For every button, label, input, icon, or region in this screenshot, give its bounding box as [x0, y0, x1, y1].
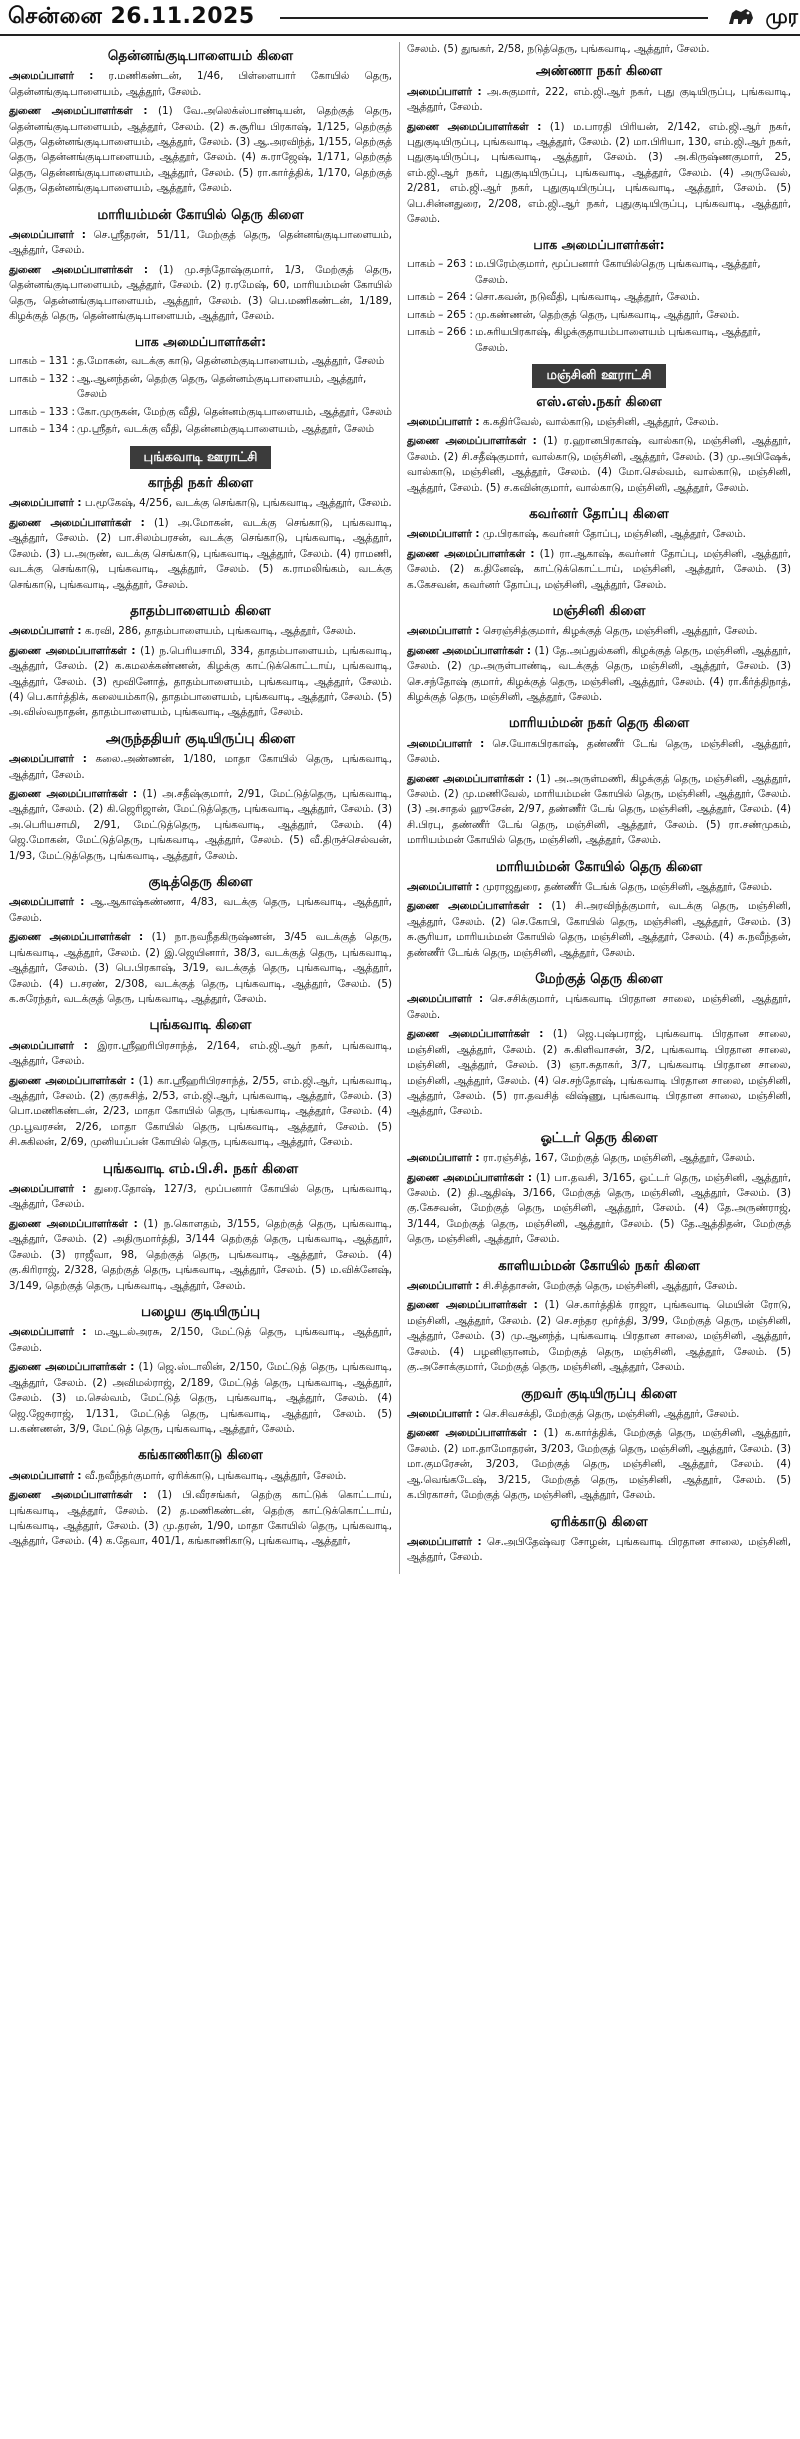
entry-label: அமைப்பாளர் :	[407, 737, 485, 750]
deputy-organizers-entry	[407, 1171, 791, 1248]
entry-label: அமைப்பாளர் :	[407, 1280, 480, 1292]
entry-text: செ.சசிக்குமார், புங்கவாடி பிரதான சாலை, மஞ்சினி, ஆத்தூர், சேலம்.	[407, 993, 791, 1021]
deputy-organizers-entry	[9, 1488, 392, 1550]
booth-row	[407, 308, 791, 323]
branch-title: அருந்ததியர் குடியிருப்பு கிளை	[105, 730, 296, 747]
branch-section	[9, 1159, 392, 1294]
branch-section	[407, 969, 791, 1120]
entry-label: துணை அமைப்பாளர்கள் :	[9, 1361, 135, 1374]
entry-label: அமைப்பாளர் :	[407, 993, 484, 1006]
article-columns	[2, 42, 798, 1574]
branch-section	[407, 1128, 791, 1248]
entry-label: துணை அமைப்பாளர்கள் :	[9, 931, 144, 944]
entry-label: அமைப்பாளர் :	[407, 1407, 480, 1420]
deputy-organizers-entry	[407, 899, 791, 961]
deputy-organizers-entry	[9, 1217, 392, 1294]
masthead	[0, 0, 800, 36]
entry-text: சி.சித்தாசன், மேற்குத் தெரு, மஞ்சினி, ஆத்தூர், சேலம்.	[479, 1280, 738, 1292]
branch-title: தென்னங்குடிபாளையம் கிளை	[107, 48, 294, 64]
entry-label: அமைப்பாளர் :	[9, 753, 87, 766]
organizer-entry	[9, 1039, 392, 1070]
entry-text: இரா.ஸ்ரீஹரிபிரசாந்த், 2/164, எம்.ஜி.ஆர் நகர், புங்கவாடி, ஆத்தூர், சேலம்.	[9, 1039, 392, 1068]
entry-text: ர.மணிகண்டன், 1/46, பிள்ளையார் கோயில் தெரு, தென்னங்குடிபாளையம், ஆத்தூர், சேலம்.	[9, 70, 392, 98]
entry-text: ஆ.ஆகாஷ்கண்ணா, 4/83, வடக்கு தெரு, புங்கவாடி, ஆத்தூர், சேலம்.	[9, 896, 392, 924]
branch-title: கங்காணிகாடு கிளை	[138, 1447, 263, 1464]
entry-text: செ.சிவசக்தி, மேற்குத் தெரு, மஞ்சினி, ஆத்தூர், சேலம்.	[479, 1407, 740, 1420]
deputy-organizers-entry	[9, 1074, 392, 1151]
entry-label: அமைப்பாளர் :	[9, 625, 82, 638]
organizer-entry	[9, 496, 392, 511]
booth-label: பாகம் – 133 :	[9, 405, 76, 418]
masthead-emblem-icon	[726, 4, 756, 28]
deputy-organizers-entry	[407, 434, 791, 496]
deputy-organizers-entry	[9, 263, 392, 325]
entry-text: (1) பி.வீரசங்கர், தெற்கு காட்டுக் கொட்டாய், புங்கவாடி, ஆத்தூர், சேலம். (2) த.மணிகண்டன், தெற்கு காட்டுக்கொட்டாய், புங்கவாடி, ஆத்தூர், சேலம். (3) மு.தரன், 1/90, மாதா கோயில் தெரு, புங்கவாடி, ஆத்தூர், சேலம். (4) க.தேவா, 401/1, கங்காணிகாடு, புங்கவாடி, ஆத்தூர்,	[9, 1489, 392, 1548]
entry-text: க.கதிர்வேல், வால்காடு, மஞ்சினி, ஆத்தூர், சேலம்.	[479, 415, 719, 428]
entry-label: அமைப்பாளர் :	[407, 1152, 480, 1165]
booth-label: பாகம் – 132 :	[9, 372, 76, 385]
masthead-brand: முர	[765, 4, 798, 28]
booth-text: மு.கண்ணன், தெற்குத் தெரு, புங்கவாடி, ஆத்தூர், சேலம்.	[475, 308, 740, 321]
branch-section	[407, 1512, 791, 1566]
entry-label: அமைப்பாளர் :	[9, 229, 86, 241]
branch-title: மஞ்சினி கிளை	[552, 602, 646, 619]
organizer-entry	[9, 1182, 392, 1213]
entry-text: (1) ர.ஹானபிரகாஷ், வால்காடு, மஞ்சினி, ஆத்தூர், சேலம். (2) சி.சதீஷ்குமார், வால்காடு, மஞ்சினி, ஆத்தூர், சேலம். (3) மு.அபிஷேக், வால்காடு, மஞ்சினி, ஆத்தூர், சேலம். (4) மோ.செல்வம், வால்காடு, மஞ்சினி, ஆத்தூர், சேலம். (5) ச.கவின்குமார், வால்காடு, மஞ்சினி, ஆத்தூர், சேலம்.	[407, 435, 791, 494]
booth-row	[9, 422, 392, 437]
entry-text: ரா.ரஞ்சித், 167, மேற்குத் தெரு, மஞ்சினி, ஆத்தூர், சேலம்.	[479, 1152, 756, 1165]
branch-section	[407, 1256, 791, 1376]
branch-section	[9, 1302, 392, 1437]
deputy-organizers-entry	[9, 516, 392, 593]
organizer-entry	[407, 1279, 791, 1294]
entry-text: (1) மு.சந்தோஷ்குமார், 1/3, மேற்குத் தெரு, தென்னங்குடிபாளையம், ஆத்தூர், சேலம். (2) ர.ரமேஷ், 60, மாரியம்மன் கோயில் தெரு, தென்னங்குடிபாளையம், ஆத்தூர், சேலம். (3) பெ.மணிகண்டன், 1/189, கிழக்குத் தெரு, தென்னங்குடிபாளையம், ஆத்தூர், சேலம்.	[9, 263, 392, 323]
entry-label: துணை அமைப்பாளர்கள் :	[407, 1299, 538, 1312]
entry-label: அமைப்பாளர் :	[9, 1326, 87, 1339]
branch-section	[407, 504, 791, 593]
branch-section	[9, 601, 392, 721]
deputy-organizers-entry	[407, 772, 791, 849]
booth-label: பாகம் – 134 :	[9, 423, 76, 436]
booth-text: ஆ.ஆனந்தன், தெற்கு தெரு, தென்னம்குடிபாளையம், ஆத்தூர், சேலம்	[77, 372, 367, 401]
branch-title: பழைய குடியிருப்பு	[140, 1304, 261, 1321]
entry-label: அமைப்பாளர் :	[407, 625, 480, 638]
entry-text: (1) நா.நவநீதகிருஷ்ணன், 3/45 வடக்குத் தெரு, புங்கவாடி, ஆத்தூர், சேலம். (2) இ.ஜெயினார், 38/3, வடக்குத் தெரு, புங்கவாடி, ஆத்தூர், சேலம். (3) பெ.பிரகாஷ், 3/19, வடக்குத் தெரு, புங்கவாடி, ஆத்தூர், சேலம். (4) ப.சரண், 2/308, வடக்குத் தெரு, புங்கவாடி, ஆத்தூர், சேலம். (5) க.சுரேந்தர், வடக்குத் தெரு, புங்கவாடி, ஆத்தூர், சேலம்.	[9, 931, 392, 1005]
entry-text: (1) கா.ஸ்ரீஹரிபிரசாந்த், 2/55, எம்.ஜி.ஆர், புங்கவாடி, ஆத்தூர், சேலம். (2) குரசுசித், 2/53, எம்.ஜி.ஆர், புங்கவாடி, ஆத்தூர், சேலம். (3) பொ.மணிகண்டன், 2/23, மாதா கோயில் தெரு, புங்கவாடி, ஆத்தூர், சேலம். (4) மு.பூவரசன், 2/26, மாதா கோயில் தெரு, புங்கவாடி, ஆத்தூர், சேலம். (5) சி.சுகிலன், 2/69, முனியப்பன் கோயில் தெரு, புங்கவாடி, ஆத்தூர், சேலம்.	[9, 1074, 393, 1149]
entry-text: (1) ம.பாரதி பிரியன், 2/142, எம்.ஜி.ஆர் நகர், புதுகுடியிருப்பு, புங்கவாடி, ஆத்தூர், சேலம். (2) மா.பிரியா, 130, எம்.ஜி.ஆர் நகர், புதுகுடியிருப்பு, புங்கவாடி, ஆத்தூர், சேலம். (3) அ.கிருஷ்ணகுமார், 25, எம்.ஜி.ஆர் நகர், புதுகுடியிருப்பு, புங்கவாடி, ஆத்தூர், சேலம். (4) அருவேல், 2/281, எம்.ஜி.ஆர் நகர், புதுகுடியிருப்பு, புங்கவாடி, ஆத்தூர், சேலம். (5) பெ.சின்னதுரை, 2/208, எம்.ஜி.ஆர் நகர், புதுகுடியிருப்பு, புங்கவாடி, ஆத்தூர், சேலம்.	[407, 120, 791, 226]
branch-title: குடித்தெரு கிளை	[148, 874, 253, 891]
branch-title: கவர்னர் தோப்பு கிளை	[529, 505, 669, 522]
deputy-organizers-entry	[9, 644, 392, 721]
organizer-entry	[407, 1535, 791, 1566]
entry-label: துணை அமைப்பாளர்கள் :	[407, 547, 535, 560]
booth-organizers-title: பாக அமைப்பாளர்கள்:	[533, 236, 665, 252]
deputy-organizers-entry	[9, 930, 392, 1007]
booth-text: சொ.கவன், நடுவீதி, புங்கவாடி, ஆத்தூர், சேலம்.	[475, 291, 700, 304]
booth-organizers-section	[407, 236, 791, 356]
entry-text: (1) பா.தவசி, 3/165, ஓட்டர் தெரு, மஞ்சினி, ஆத்தூர், சேலம். (2) தி.ஆதிஷ், 3/166, மேற்குத் தெரு, மஞ்சினி, ஆத்தூர், சேலம். (3) கு.கேசவன், மேற்குத் தெரு, மஞ்சினி, ஆத்தூர், சேலம். (4) தே.அருண்ராஜ், 3/144, மேற்குத் தெரு, மஞ்சினி, ஆத்தூர், சேலம். (5) தே.ஆத்திதன், மேற்குத் தெரு, மஞ்சினி, ஆத்தூர், சேலம்.	[407, 1171, 791, 1246]
organizer-entry	[407, 415, 791, 430]
deputy-organizers-entry	[407, 1426, 791, 1503]
booth-label: பாகம் – 265 :	[407, 308, 474, 321]
entry-label: துணை அமைப்பாளர்கள் :	[9, 516, 145, 529]
entry-text: செ.ஸ்ரீதரன், 51/11, மேற்குத் தெரு, தென்னங்குடிபாளையம், ஆத்தூர், சேலம்.	[9, 229, 392, 257]
entry-label: அமைப்பாளர் :	[407, 85, 482, 98]
entry-text: முராஜதுரை, தண்ணீர் டேங்க் தெரு, மஞ்சினி, ஆத்தூர், சேலம்.	[479, 880, 773, 893]
entry-label: துணை அமைப்பாளர்கள் :	[407, 1427, 538, 1440]
entry-text: க.ரவி, 286, தாதம்பாளையம், புங்கவாடி, ஆத்தூர், சேலம்.	[81, 625, 357, 638]
organizer-entry	[407, 1407, 791, 1422]
deputy-organizers-entry	[407, 1298, 791, 1375]
deputy-organizers-entry	[9, 787, 392, 864]
entry-text: செரஞ்சித்குமார், கிழக்குத் தெரு, மஞ்சினி, ஆத்தூர், சேலம்.	[479, 625, 758, 638]
entry-label: துணை அமைப்பாளர்கள் :	[9, 787, 137, 800]
booth-row	[407, 325, 791, 356]
branch-title: மாரியம்மன் கோயில் தெரு கிளை	[495, 858, 703, 875]
panchayat-title: மஞ்சினி ஊராட்சி	[532, 364, 665, 388]
organizer-entry	[407, 1151, 791, 1166]
booth-text: ம.பிரேம்குமார், மூப்பனார் கோயில்தெரு புங்கவாடி, ஆத்தூர், சேலம்.	[475, 258, 761, 286]
booth-label: பாகம் – 264 :	[407, 291, 474, 304]
organizer-entry	[9, 1325, 392, 1356]
deputy-organizers-entry	[407, 120, 791, 228]
entry-text: (1) அ.மோகன், வடக்கு செங்காடு, புங்கவாடி, ஆத்தூர், சேலம். (2) பா.சிலம்பரசன், வடக்கு செங்காடு, புங்கவாடி, ஆத்தூர், சேலம். (3) ப.அருண், வடக்கு செங்காடு, புங்கவாடி, ஆத்தூர், சேலம். (4) ராமணி, வடக்கு செங்காடு, புங்கவாடி, ஆத்தூர், சேலம். (5) க.ராமலிங்கம், வடக்கு செங்காடு, புங்கவாடி, ஆத்தூர், சேலம்.	[9, 516, 392, 591]
entry-text: (1) ஜெ.புஷ்பராஜ், புங்கவாடி பிரதான சாலை, மஞ்சினி, ஆத்தூர், சேலம். (2) சு.கிளிவாசன், 3/2, புங்கவாடி பிரதான சாலை, மஞ்சினி, ஆத்தூர், சேலம். (3) ஞா.சுதாகர், 3/7, புங்கவாடி பிரதான சாலை, மஞ்சினி, ஆத்தூர், சேலம். (4) செ.சந்தோஷ், புங்கவாடி பிரதான சாலை, மஞ்சினி, ஆத்தூர், சேலம். (5) ரா.தவசித் விஷ்ணு, புங்கவாடி பிரதான சாலை, மஞ்சினி, ஆத்தூர், சேலம்.	[407, 1028, 791, 1118]
entry-text: (1) ந.கொளதம், 3/155, தெற்குத் தெரு, புங்கவாடி, ஆத்தூர், சேலம். (2) அதிருமார்த்தி, 3/144 தெற்குத் தெரு, புங்கவாடி, ஆத்தூர், சேலம். (3) ராஜீவா, 98, தெற்குத் தெரு, புங்கவாடி, ஆத்தூர், சேலம். (4) கு.கிரிராஜ், 2/328, தெற்குத் தெரு, புங்கவாடி, ஆத்தூர், சேலம். (5) ம.விக்னேஷ், 3/149, தெற்குத் தெரு, புங்கவாடி, ஆத்தூர், சேலம்.	[9, 1217, 392, 1292]
branch-section	[9, 1015, 392, 1150]
entry-text: ப.மூகேஷ், 4/256, வடக்கு செங்காடு, புங்கவாடி, ஆத்தூர், சேலம்.	[81, 497, 392, 510]
entry-label: துணை அமைப்பாளர்கள் :	[9, 1217, 138, 1230]
branch-title: காளியம்மன் கோயில் நகர் கிளை	[498, 1257, 700, 1274]
booth-row	[9, 372, 392, 403]
entry-label: துணை அமைப்பாளர்கள் :	[9, 644, 136, 657]
organizer-entry	[9, 1469, 392, 1484]
branch-section	[407, 392, 791, 496]
branch-title: அண்ணா நகர் கிளை	[535, 63, 663, 80]
entry-text: (1) க.கார்த்திக், மேற்குத் தெரு, மஞ்சினி, ஆத்தூர், சேலம். (2) மா.தாமோதரன், 3/203, மேற்குத் தெரு, மஞ்சினி, ஆத்தூர், சேலம். (3) மா.குமரேசன், 3/203, மேற்குத் தெரு, மஞ்சினி, ஆத்தூர், சேலம். (4) ஆ.வெங்கடேஷ், 3/215, மேற்குத் தெரு, மஞ்சினி, ஆத்தூர், சேலம். (5) க.பிரகாசர், மேற்குத் தெரு, மஞ்சினி, ஆத்தூர், சேலம்.	[407, 1427, 791, 1502]
branch-section	[9, 205, 392, 325]
right-column	[400, 42, 798, 1574]
deputy-organizers-entry	[407, 1027, 791, 1120]
entry-label: துணை அமைப்பாளர்கள் :	[9, 1489, 148, 1502]
entry-text: வீ.நவீந்தர்குமார், ஏரிக்காடு, புங்கவாடி, ஆத்தூர், சேலம்.	[81, 1469, 347, 1482]
panchayat-title: புங்கவாடி ஊராட்சி	[130, 446, 272, 470]
entry-label: துணை அமைப்பாளர்கள் :	[407, 120, 542, 133]
deputy-organizers-entry	[9, 1360, 392, 1437]
booth-label: பாகம் – 131 :	[9, 355, 76, 368]
branch-title: புங்கவாடி எம்.பி.சி. நகர் கிளை	[102, 1160, 299, 1177]
booth-text: ம.சுரியபிரகாஷ், கிழக்குதாயம்பாளையம் புங்கவாடி, ஆத்தூர், சேலம்.	[475, 326, 761, 354]
entry-label: துணை அமைப்பாளர்கள் :	[407, 900, 543, 913]
entry-label: அமைப்பாளர் :	[9, 1039, 88, 1052]
booth-text: மு.ஸ்ரீதர், வடக்கு வீதி, தென்னம்குடிபாளையம், ஆத்தூர், சேலம்	[77, 423, 374, 436]
entry-text: மு.பிரகாஷ், கவர்னர் தோப்பு, மஞ்சினி, ஆத்தூர், சேலம்.	[479, 528, 746, 541]
branch-title: காந்தி நகர் கிளை	[147, 475, 254, 492]
organizer-entry	[407, 527, 791, 542]
organizer-entry	[9, 752, 392, 783]
entry-text: (1) ந.பெரியசாமி, 334, தாதம்பாளையம், புங்கவாடி, ஆத்தூர், சேலம். (2) க.கமலக்கண்ணன், கிழக்கு காட்டுக்கொட்டாய், புங்கவாடி, ஆத்தூர், சேலம். (3) மூவினோத், தாதம்பாளையம், புங்கவாடி, ஆத்தூர், சேலம். (4) பெ.கார்த்திக், கலையம்காடு, தாதம்பாளையம், புங்கவாடி, ஆத்தூர், சேலம். (5) அ.விஸ்வநாதன், தாதம்பாளையம், புங்கவாடி, ஆத்தூர், சேலம்.	[9, 644, 392, 719]
branch-title: ஓட்டர் தெரு கிளை	[540, 1129, 658, 1146]
branch-title: தாதம்பாளையம் கிளை	[130, 602, 271, 619]
entry-text: (1) வே.அலெக்ஸ்பாண்டியன், தெற்குத் தெரு, தென்னங்குடிபாளையம், ஆத்தூர், சேலம். (2) சு.சூரிய பிரகாஷ், 1/125, தெற்குத் தெரு, தென்னங்குடிபாளையம், ஆத்தூர், சேலம். (3) ஆ.அரவிந்த், 1/155, தெற்குத் தெரு, தென்னங்குடிபாளையம், ஆத்தூர், சேலம். (4) சு.ராஜேஷ், 1/171, தெற்குத் தெரு, தென்னங்குடிபாளையம், ஆத்தூர், சேலம். (5) ரா.கார்த்திக், 1/170, தெற்குத் தெரு, தென்னங்குடிபாளையம், ஆத்தூர், சேலம்.	[9, 105, 392, 195]
booth-organizers-section	[9, 333, 392, 438]
booth-row	[407, 257, 791, 288]
entry-text: துரை.தோஷ், 127/3, மூப்பனார் கோயில் தெரு, புங்கவாடி, ஆத்தூர், சேலம்.	[9, 1183, 392, 1211]
entry-label: அமைப்பாளர் :	[9, 70, 94, 83]
branch-title: மாரியம்மன் நகர் தெரு கிளை	[508, 715, 690, 732]
organizer-entry	[9, 69, 392, 100]
entry-label: துணை அமைப்பாளர்கள் :	[407, 644, 532, 657]
deputy-organizers-entry	[407, 547, 791, 593]
entry-text: கலை.அண்ணன், 1/180, மாதா கோயில் தெரு, புங்கவாடி, ஆத்தூர், சேலம்.	[9, 753, 392, 781]
entry-label: துணை அமைப்பாளர்கள் :	[407, 772, 533, 785]
branch-title: புங்கவாடி கிளை	[149, 1017, 252, 1034]
branch-section	[9, 46, 392, 197]
organizer-entry	[9, 228, 392, 259]
branch-section	[407, 857, 791, 961]
branch-section	[407, 1384, 791, 1504]
entry-label: துணை அமைப்பாளர்கள் :	[407, 1028, 544, 1041]
branch-section	[407, 61, 791, 227]
booth-organizers-title: பாக அமைப்பாளர்கள்:	[134, 333, 267, 349]
booth-row	[407, 290, 791, 305]
organizer-entry	[407, 737, 791, 768]
organizer-entry	[407, 624, 791, 639]
left-column	[2, 42, 400, 1574]
panchayat-heading	[9, 446, 392, 470]
entry-text: செ.யோகபிரகாஷ், தண்ணீர் டேங் தெரு, மஞ்சினி, ஆத்தூர், சேலம்.	[407, 737, 791, 766]
entry-label: அமைப்பாளர் :	[407, 1535, 482, 1548]
branch-section	[407, 713, 791, 848]
branch-title: எஸ்.எஸ்.நகர் கிளை	[536, 393, 662, 410]
entry-text: (1) ரா.ஆகாஷ், கவர்னர் தோப்பு, மஞ்சினி, ஆத்தூர், சேலம். (2) க.தினேஷ், காட்டுக்கொட்டாய், மஞ்சினி, ஆத்தூர், சேலம். (3) க.கேசவன், கவர்னர் தோப்பு, மஞ்சினி, ஆத்தூர், சேலம்.	[407, 547, 791, 591]
branch-section	[9, 729, 392, 864]
branch-section	[9, 872, 392, 1007]
dateline: சென்னை 26.11.2025	[8, 4, 255, 29]
organizer-entry	[407, 992, 791, 1023]
entry-label: அமைப்பாளர் :	[9, 1183, 87, 1195]
entry-label: அமைப்பாளர் :	[407, 880, 480, 893]
branch-title: ஏரிக்காடு கிளை	[550, 1513, 648, 1530]
branch-title: மேற்குத் தெரு கிளை	[535, 971, 663, 988]
booth-text: கோ.முருகன், மேற்கு வீதி, தென்னம்குடிபாளையம், ஆத்தூர், சேலம்	[77, 405, 392, 418]
entry-label: அமைப்பாளர் :	[407, 528, 480, 541]
branch-section	[9, 473, 392, 593]
branch-section	[9, 1445, 392, 1549]
entry-label: அமைப்பாளர் :	[407, 415, 480, 428]
panchayat-heading	[407, 364, 791, 388]
entry-text: (1) சி.அரவிந்த்குமார், வடக்கு தெரு, மஞ்சினி, ஆத்தூர், சேலம். (2) செ.கோபி, கோயில் தெரு, மஞ்சினி, ஆத்தூர், சேலம். (3) சு.சூரியா, மாரியம்மன் கோயில் தெரு, மஞ்சினி, ஆத்தூர், சேலம். (4) சு.நவீந்தன், தண்ணீர் டேங்க் தெரு, மஞ்சினி, ஆத்தூர், சேலம்.	[407, 900, 791, 959]
entry-text: செ.அபிதேஷ்வர சோழன், புங்கவாடி பிரதான சாலை, மஞ்சினி, ஆத்தூர், சேலம்.	[407, 1535, 791, 1564]
continued-text: சேலம். (5) துஙகர், 2/58, நடுத்தெரு, புங்கவாடி, ஆத்தூர், சேலம்.	[407, 43, 710, 55]
deputy-organizers-entry	[9, 104, 392, 197]
organizer-entry	[9, 624, 392, 639]
entry-label: அமைப்பாளர் :	[9, 896, 85, 909]
booth-text: த.மோகன், வடக்கு காடு, தென்னம்குடிபாளையம், ஆத்தூர், சேலம்	[77, 355, 385, 368]
entry-text: (1) செ.கார்த்திக் ராஜா, புங்கவாடி மெயின் ரோடு, மஞ்சினி, ஆத்தூர், சேலம். (2) செ.சந்தர மூர்த்தி, 3/99, மேற்குத் தெரு, மஞ்சினி, ஆத்தூர், சேலம். (3) மு.ஆனந்த், புங்கவாடி பிரதான சாலை, மஞ்சினி, ஆத்தூர், சேலம். (4) பழனிஞானம், மேற்குத் தெரு, மஞ்சினி, ஆத்தூர், சேலம். (5) கு.அசோக்குமார், மேற்குத் தெரு, மஞ்சினி, ஆத்தூர், சேலம்.	[407, 1299, 791, 1374]
header-rule	[280, 17, 708, 19]
entry-label: துணை அமைப்பாளர்கள் :	[9, 1074, 135, 1087]
entry-text: (1) அ.சதீஷ்குமார், 2/91, மேட்டுத்தெரு, புங்கவாடி, ஆத்தூர், சேலம். (2) கி.ஜெரிஜான், மேட்டுத்தெரு, புங்கவாடி, ஆத்தூர், சேலம். (3) அ.பெரியசாமி, 2/91, மேட்டுத்தெரு, புங்கவாடி, ஆத்தூர், சேலம். (4) ஜெ.மோகன், மேட்டுத்தெரு, புங்கவாடி, ஆத்தூர், சேலம். (5) வீ.திருச்செல்வன், 1/93, மேட்டுத்தெரு, புங்கவாடி, ஆத்தூர், சேலம்.	[9, 787, 392, 862]
entry-text: (1) அ.அருள்மணி, கிழக்குத் தெரு, மஞ்சினி, ஆத்தூர், சேலம். (2) மு.மணிவேல், மாரியம்மன் கோயில் தெரு, மஞ்சினி, ஆத்தூர், சேலம். (3) அ.சாதல் ஹுசேன், 2/97, தண்ணீர் டேங் தெரு, மஞ்சினி, ஆத்தூர், சேலம். (4) சி.பிரபு, தண்ணீர் டேங் தெரு, மஞ்சினி, ஆத்தூர், சேலம். (5) ரா.சண்முகம், மாரியம்மன் கோயில் தெரு, மஞ்சினி, ஆத்தூர், சேலம்.	[407, 772, 792, 847]
booth-row	[9, 405, 392, 420]
branch-title: குறவர் குடியிருப்பு கிளை	[521, 1385, 677, 1402]
entry-label: துணை அமைப்பாளர்கள் :	[407, 435, 537, 448]
entry-label: அமைப்பாளர் :	[9, 1469, 82, 1482]
deputy-organizers-entry	[407, 644, 791, 706]
booth-label: பாகம் – 266 :	[407, 326, 474, 339]
booth-label: பாகம் – 263 :	[407, 258, 474, 271]
entry-label: துணை அமைப்பாளர்கள் :	[407, 1171, 532, 1184]
entry-text: ம.ஆடல்அரசு, 2/150, மேட்டுத் தெரு, புங்கவாடி, ஆத்தூர், சேலம்.	[9, 1326, 392, 1354]
organizer-entry	[407, 85, 791, 116]
entry-label: துணை அமைப்பாளர்கள் :	[9, 263, 148, 276]
branch-title: மாரியம்மன் கோயில் தெரு கிளை	[97, 206, 304, 223]
organizer-entry	[9, 895, 392, 926]
branch-section	[407, 601, 791, 705]
entry-text: அ.சுகுமார், 222, எம்.ஜி.ஆர் நகர், புது குடியிருப்பு, புங்கவாடி, ஆத்தூர், சேலம்.	[407, 85, 791, 114]
entry-text: (1) தே.அப்துல்கனி, கிழக்குத் தெரு, மஞ்சினி, ஆத்தூர், சேலம். (2) மு.அருள்பாண்டி, வடக்குத் தெரு, மஞ்சினி, ஆத்தூர், சேலம். (3) செ.சந்தோஷ் குமார், கிழக்குத் தெரு, மஞ்சினி, ஆத்தூர், சேலம். (4) ரா.கீர்த்திநாத், கிழக்குத் தெரு, மஞ்சினி, ஆத்தூர், சேலம்.	[407, 644, 791, 703]
booth-row	[9, 354, 392, 369]
entry-label: அமைப்பாளர் :	[9, 497, 82, 510]
organizer-entry	[407, 880, 791, 895]
entry-label: துணை அமைப்பாளர்கள் :	[9, 105, 148, 118]
entry-text: (1) ஜெ.ஸ்டாலின், 2/150, மேட்டுத் தெரு, புங்கவாடி, ஆத்தூர், சேலம். (2) அவிமல்ராஜ், 2/189, மேட்டுத் தெரு, புங்கவாடி, ஆத்தூர், சேலம். (3) ம.செல்வம், மேட்டுத் தெரு, புங்கவாடி, ஆத்தூர், சேலம். (4) ஜெ.ஜேசுராஜ், 1/131, மேட்டுத் தெரு, புங்கவாடி, ஆத்தூர், சேலம். (5) ப.கண்ணன், 3/9, மேட்டுத் தெரு, புங்கவாடி, ஆத்தூர், சேலம்.	[9, 1361, 392, 1435]
